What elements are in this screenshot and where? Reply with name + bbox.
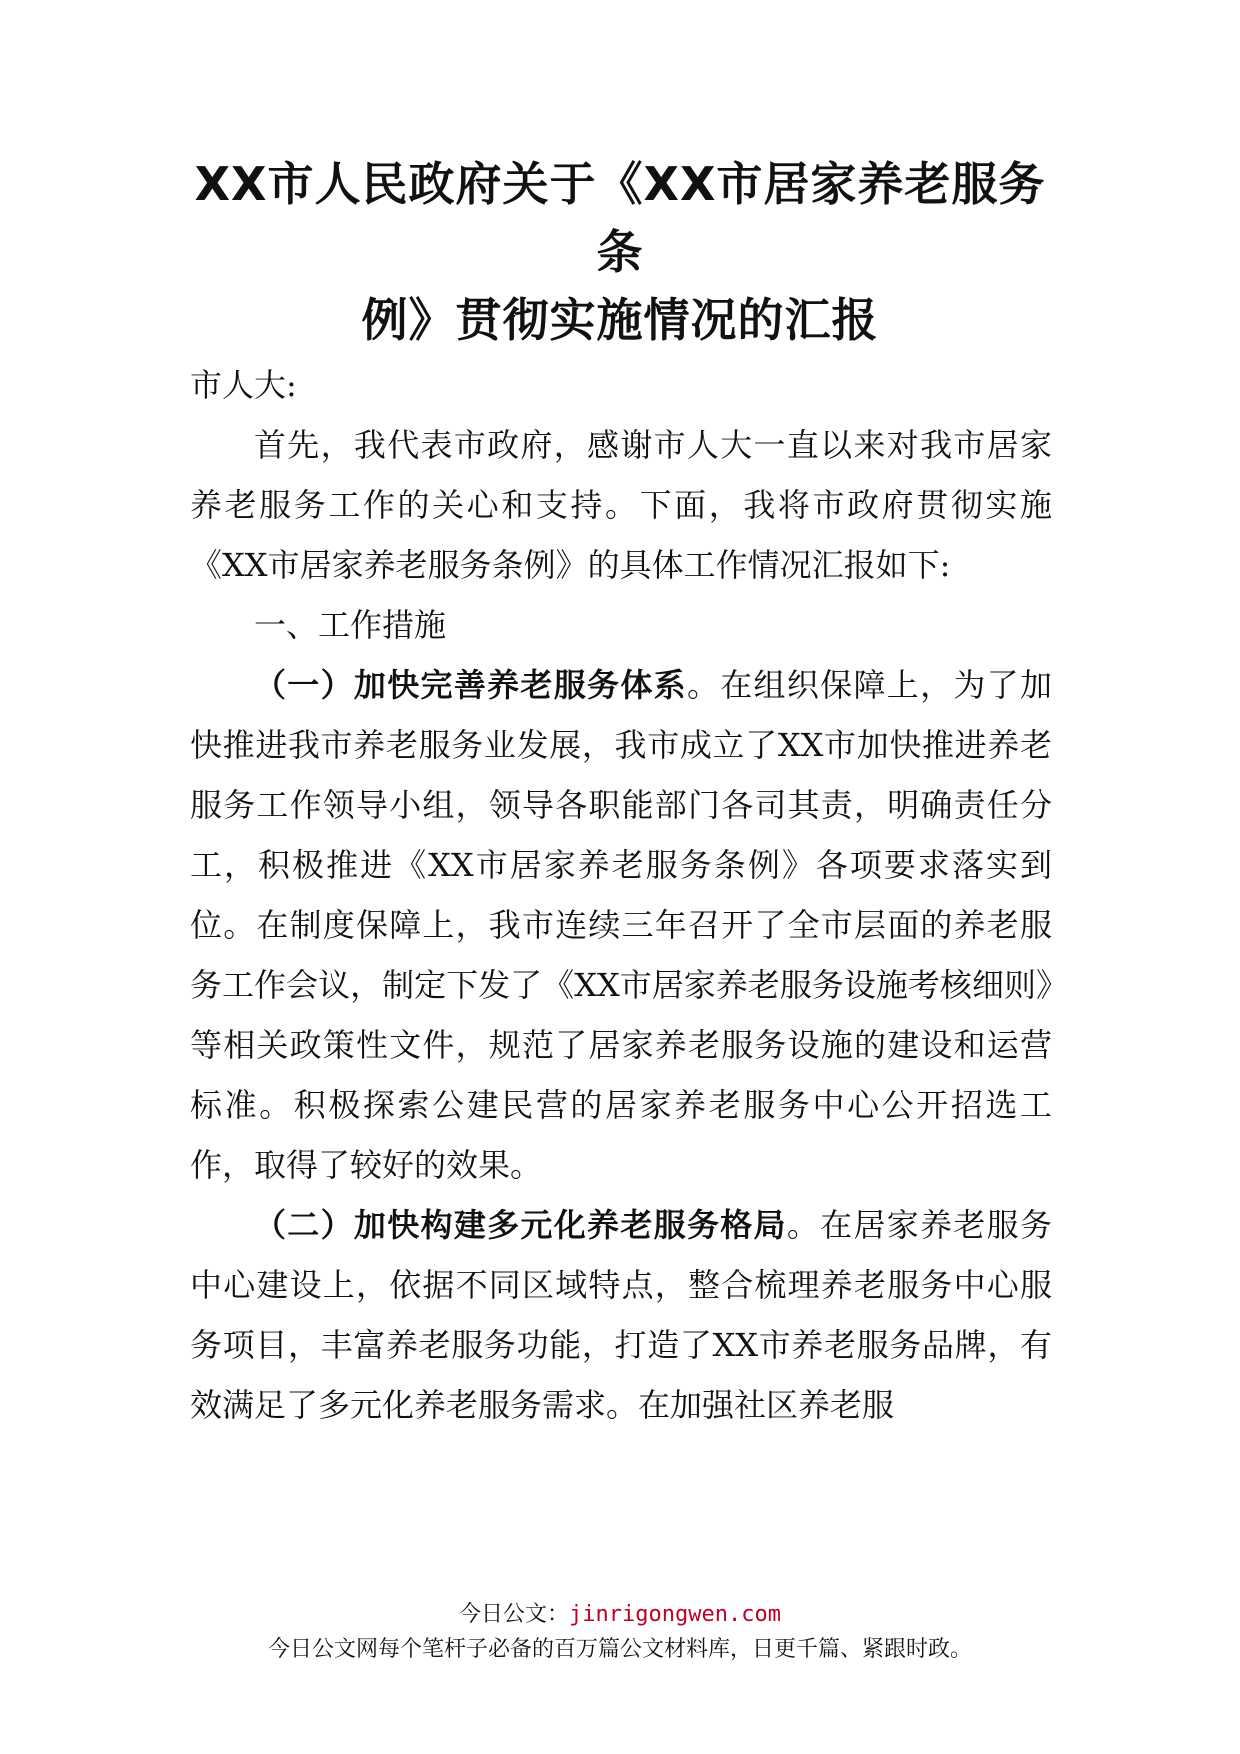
footer-site-line xyxy=(0,1597,1240,1628)
item-2-paragraph xyxy=(190,1195,1052,1435)
item-1-paragraph xyxy=(190,655,1052,1195)
item-2-text: 。在居家养老服务中心建设上，依据不同区域特点，整合梳理养老服务中心服务项目，丰富养老服务功能，打造了XX市养老服务品牌，有效满足了多元化养老服务需求。在加强社区养老服 xyxy=(190,1206,1052,1424)
item-2-title: （二）加快构建多元化养老服务格局 xyxy=(254,1206,787,1244)
footer-site-label: 今日公文： xyxy=(459,1602,570,1627)
document-body xyxy=(190,355,1052,1435)
document-title xyxy=(190,150,1050,354)
footer-slogan: 今日公文网每个笔杆子必备的百万篇公文材料库，日更千篇、紧跟时政。 xyxy=(267,1637,972,1662)
section-heading-measures: 一、工作措施 xyxy=(254,606,447,644)
document-title-line-2: 例》贯彻实施情况的汇报 xyxy=(361,293,879,347)
item-1-text: 。在组织保障上，为了加快推进我市养老服务业发展，我市成立了XX市加快推进养老服务工作领导小组，领导各职能部门各司其责，明确责任分工，积极推进《XX市居家养老服务条例》各项要求落实到位。在制度保障上，我市连续三年召开了全市层面的养老服务工作会议，制定下发了《XX市居家养老服务设施考核细则》等相关政策性文件，规范了居家养老服务设施的建设和运营标准。积极探索公建民营的居家养老服务中心公开招选工作，取得了较好的效果。 xyxy=(190,666,1052,1184)
intro-paragraph: 首先，我代表市政府，感谢市人大一直以来对我市居家养老服务工作的关心和支持。下面，我将市政府贯彻实施《XX市居家养老服务条例》的具体工作情况汇报如下: xyxy=(190,426,1052,584)
item-1-title: （一）加快完善养老服务体系 xyxy=(254,666,687,704)
addressee: 市人大: xyxy=(190,366,297,404)
footer-site-url[interactable]: jinrigongwen.com xyxy=(569,1602,781,1627)
document-title-line-1: XX市人民政府关于《XX市居家养老服务条 xyxy=(194,157,1046,279)
